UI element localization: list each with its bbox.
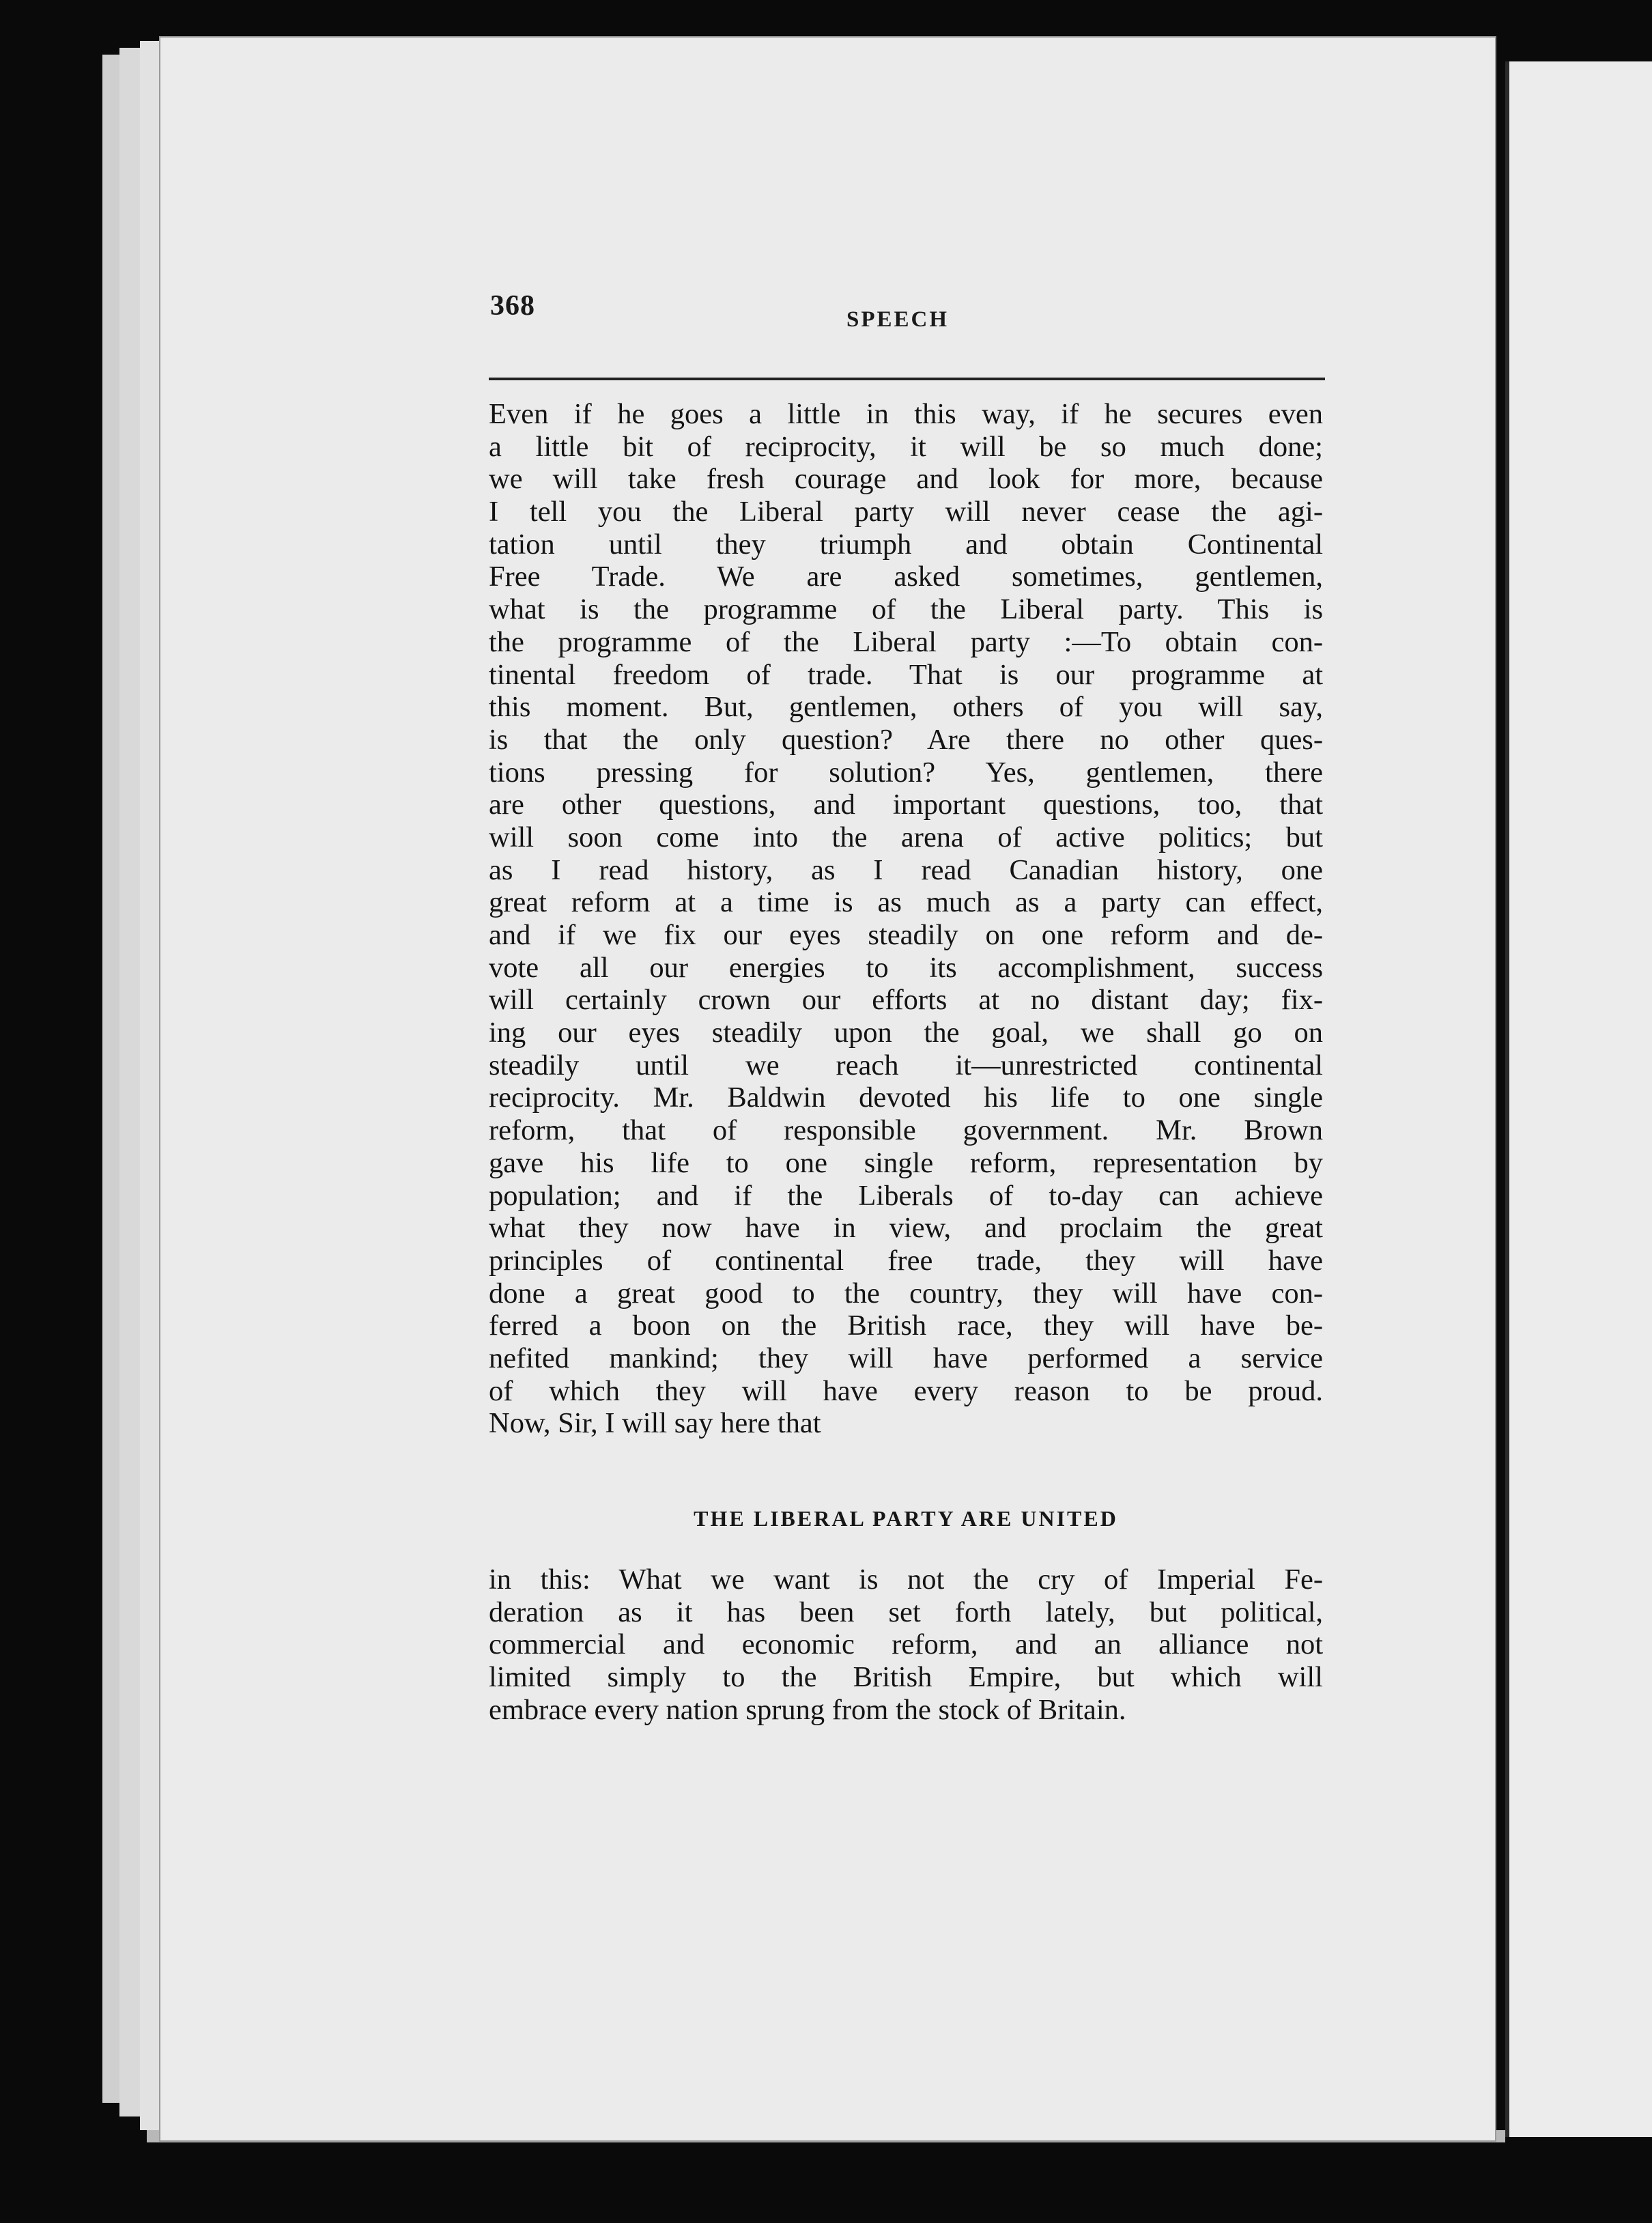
- page-number: 368: [490, 290, 535, 322]
- text-line: will certainly crown our efforts at no distant day; fix-: [489, 984, 1323, 1017]
- text-line: I tell you the Liberal party will never cease the agi-: [489, 496, 1323, 528]
- text-line: reform, that of responsible government. Mr. Brown: [489, 1114, 1323, 1147]
- body-paragraph-2: [489, 1563, 1323, 1726]
- body-paragraph-1: [489, 398, 1323, 1440]
- text-line: done a great good to the country, they will have con-: [489, 1277, 1323, 1309]
- text-line: Now, Sir, I will say here that: [489, 1407, 821, 1440]
- text-line: ferred a boon on the British race, they will have be-: [489, 1309, 1323, 1342]
- text-line: steadily until we reach it—unrestricted continental: [489, 1049, 1323, 1081]
- text-line: vote all our energies to its accomplishment, success: [489, 951, 1323, 984]
- text-line: nefited mankind; they will have performed a service: [489, 1342, 1323, 1374]
- text-line: will soon come into the arena of active politics; but: [489, 821, 1323, 853]
- running-title: SPEECH: [846, 307, 950, 332]
- text-line: this moment. But, gentlemen, others of you will say,: [489, 691, 1323, 724]
- section-heading: THE LIBERAL PARTY ARE UNITED: [694, 1506, 1118, 1531]
- text-line: the programme of the Liberal party :—To obtain con-: [489, 625, 1323, 658]
- text-line: Free Trade. We are asked sometimes, gentlemen,: [489, 561, 1323, 593]
- facing-page-edge: [1505, 61, 1652, 2137]
- text-line: Even if he goes a little in this way, if he secures even: [489, 398, 1323, 430]
- text-line: deration as it has been set forth lately, but political,: [489, 1596, 1323, 1628]
- text-line: gave his life to one single reform, representation by: [489, 1146, 1323, 1179]
- text-line: and if we fix our eyes steadily on one reform and de-: [489, 919, 1323, 951]
- text-line: what is the programme of the Liberal party. This is: [489, 593, 1323, 626]
- text-line: ing our eyes steadily upon the goal, we shall go on: [489, 1017, 1323, 1049]
- header-rule: [489, 378, 1325, 380]
- text-line: population; and if the Liberals of to-day can achieve: [489, 1179, 1323, 1212]
- text-line: is that the only question? Are there no other ques-: [489, 723, 1323, 756]
- text-line: we will take fresh courage and look for more, because: [489, 463, 1323, 496]
- text-line: in this: What we want is not the cry of Imperial Fe-: [489, 1563, 1323, 1596]
- text-line: embrace every nation sprung from the stock of Britain.: [489, 1693, 1126, 1726]
- text-line: as I read history, as I read Canadian history, one: [489, 853, 1323, 886]
- text-line: tions pressing for solution? Yes, gentlemen, there: [489, 756, 1323, 789]
- text-line: tation until they triumph and obtain Continental: [489, 528, 1323, 561]
- text-line: great reform at a time is as much as a party can effect,: [489, 886, 1323, 919]
- text-line: what they now have in view, and proclaim the great: [489, 1212, 1323, 1245]
- text-line: principles of continental free trade, they will have: [489, 1244, 1323, 1277]
- text-line: are other questions, and important questions, too, that: [489, 789, 1323, 821]
- text-line: limited simply to the British Empire, but which will: [489, 1661, 1323, 1694]
- text-line: reciprocity. Mr. Baldwin devoted his life to one single: [489, 1081, 1323, 1114]
- text-line: a little bit of reciprocity, it will be so much done;: [489, 430, 1323, 463]
- text-line: tinental freedom of trade. That is our programme at: [489, 658, 1323, 691]
- text-line: of which they will have every reason to be proud.: [489, 1374, 1323, 1407]
- text-line: commercial and economic reform, and an alliance not: [489, 1628, 1323, 1661]
